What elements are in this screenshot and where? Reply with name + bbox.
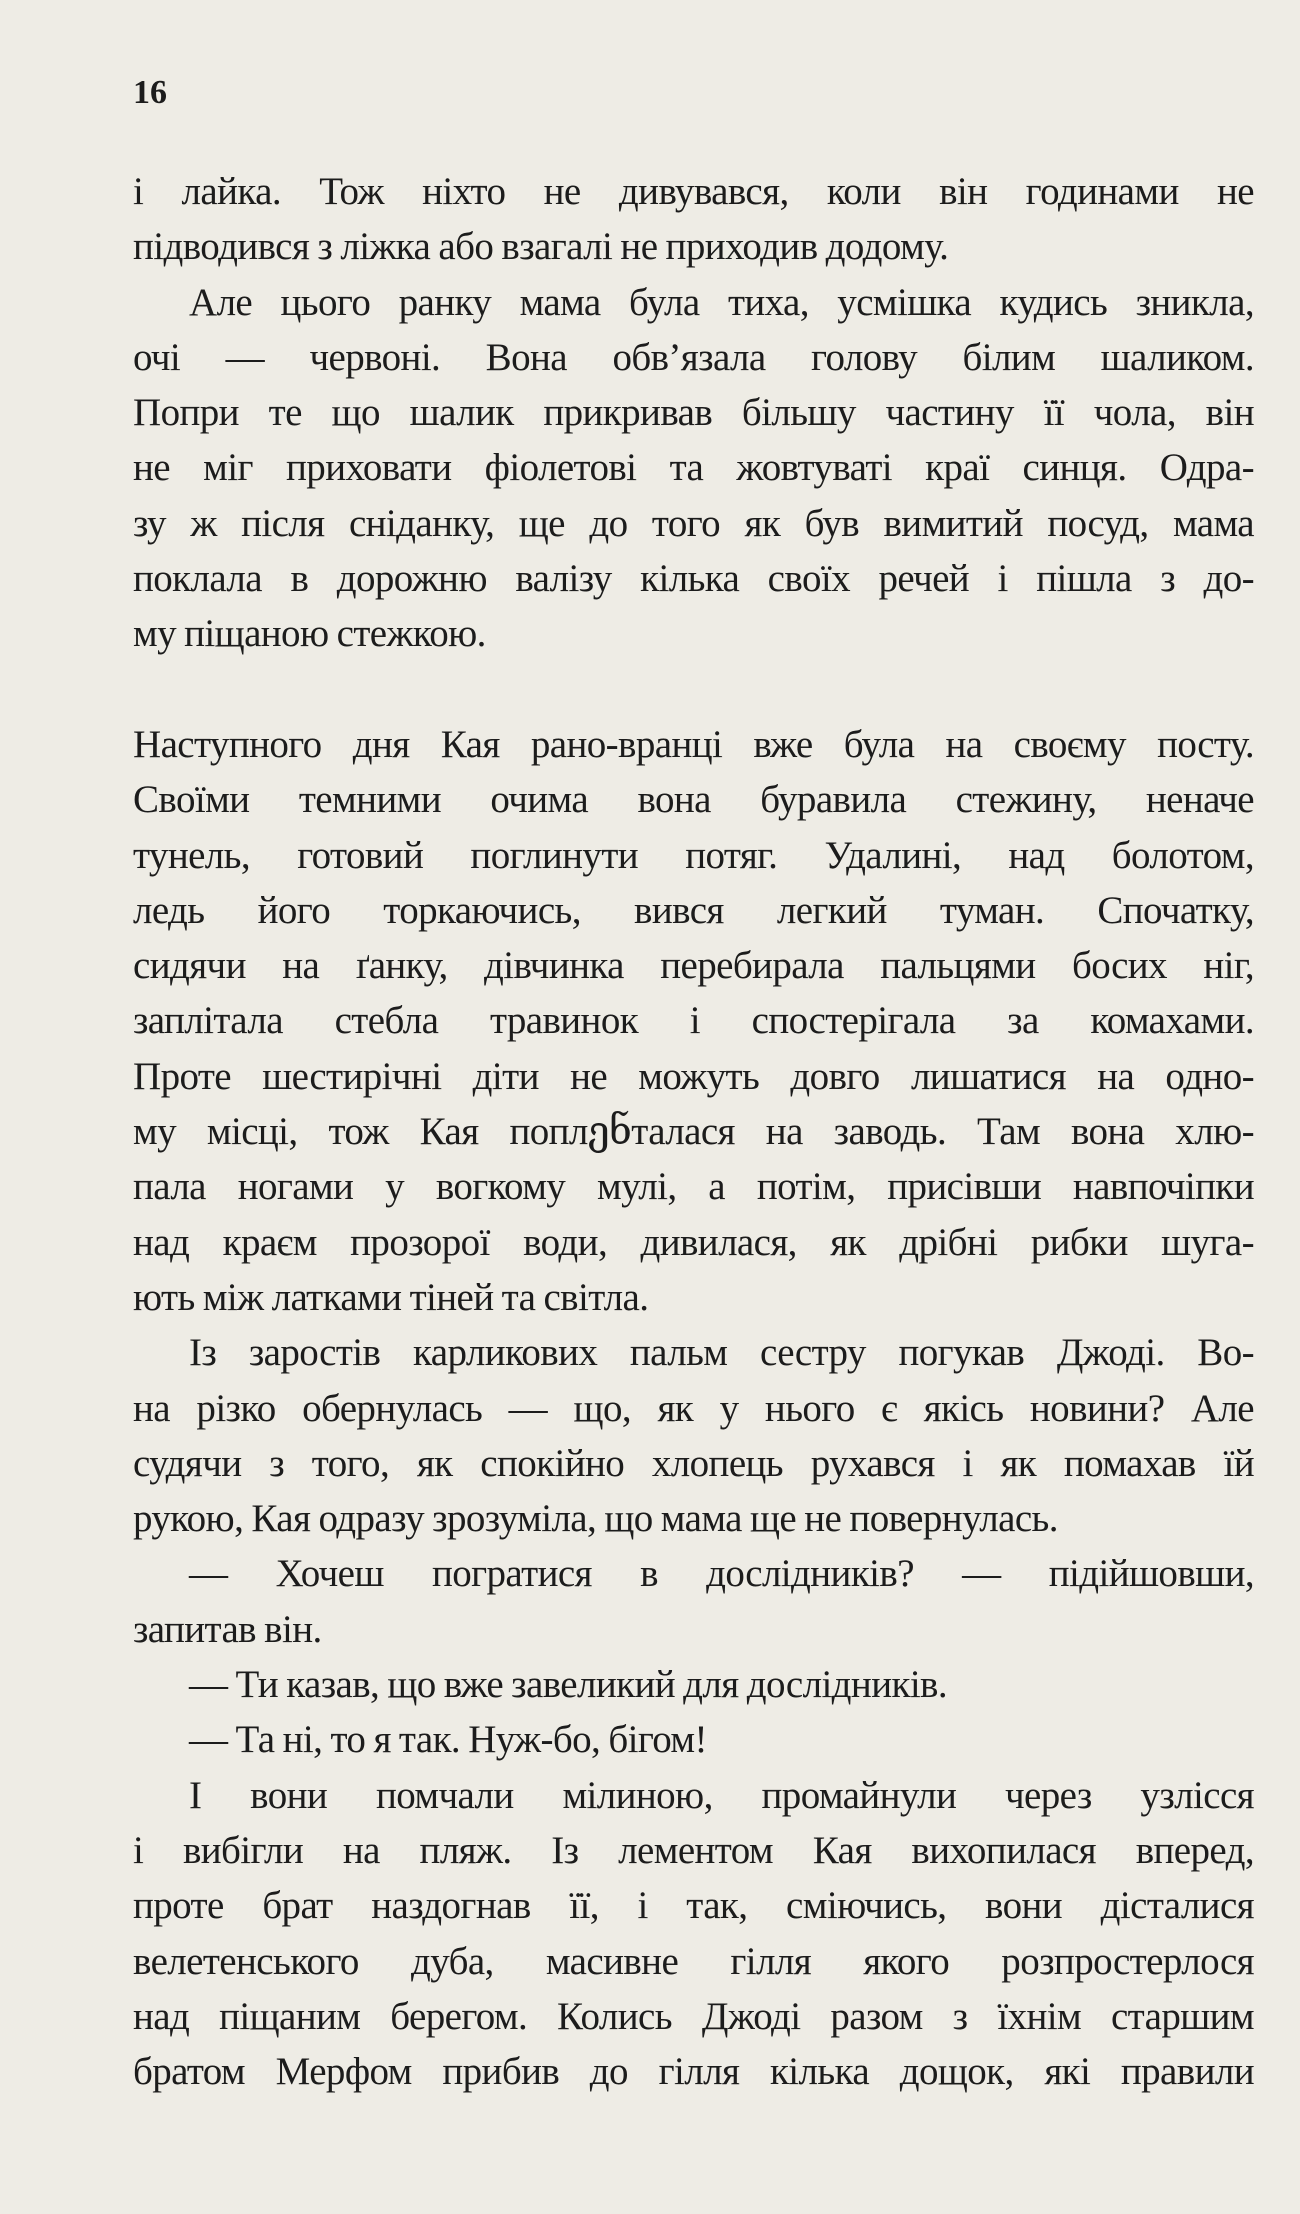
paragraph [133,1325,1254,1546]
section-break [133,662,1254,717]
text-line: Із заростів карликових пальм сестру погукав Джоді. Во- [189,1331,1254,1375]
paragraph [133,1712,1254,1767]
text-line: — Ти казав, що вже завеликий для дослідників. [189,1663,948,1707]
text-line: над краєм прозорої води, дивилася, як дрібні рибки шуга- [133,1220,1254,1264]
text-line: Своїми темними очима вона буравила стежину, неначе [133,778,1254,822]
text-line: на різко обернулась — що, як у нього є якісь новини? Але [133,1386,1254,1430]
text-line: поклала в дорожню валізу кілька своїх речей і пішла з до- [133,557,1254,601]
text-line: велетенського дуба, масивне гілля якого розпростерлося [133,1939,1254,1983]
text-line: Проте шестирічні діти не можуть довго лишатися на одно- [133,1054,1254,1098]
text-line: пала ногами у вогкому мулі, а потім, присівши навпочіпки [133,1165,1254,1209]
text-line: і вибігли на пляж. Із лементом Кая вихопилася вперед, [133,1828,1254,1872]
paragraph [133,275,1254,662]
text-line: рукою, Кая одразу зрозуміла, що мама ще не повернулась. [133,1497,1058,1541]
page-number: 16 [133,74,167,111]
text-line: заплітала стебла травинок і спостерігала за комахами. [133,999,1254,1043]
text-line: запитав він. [133,1607,322,1651]
book-text-body [133,164,1254,2099]
text-line: проте брат наздогнав її, і так, сміючись, вони дісталися [133,1884,1254,1928]
text-line: над піщаним берегом. Колись Джоді разом з їхнім старшим [133,1994,1254,2038]
text-line: му піщаною стежкою. [133,612,486,656]
paragraph [133,164,1254,275]
paragraph [133,1546,1254,1657]
text-line: очі — червоні. Вона обв’язала голову білим шаликом. [133,335,1254,379]
text-line: Наступного дня Кая рано-вранці вже була на своєму посту. [133,722,1254,766]
text-line: сидячи на ґанку, дівчинка перебирала пальцями босих ніг, [133,944,1254,988]
text-line: братом Мерфом прибив до гілля кілька дощок, які правили [133,2050,1254,2094]
text-line: тунель, готовий поглинути потяг. Удалині, над болотом, [133,833,1254,877]
text-line: судячи з того, як спокійно хлопець рухався і як помахав їй [133,1441,1254,1485]
paragraph [133,1657,1254,1712]
text-line: — Та ні, то я так. Нуж-бо, бігом! [189,1718,707,1762]
text-line: — Хочеш погратися в дослідників? — підійшовши, [189,1552,1254,1596]
text-line: підводився з ліжка або взагалі не приходив додому. [133,225,949,269]
paragraph [133,1768,1254,2100]
text-line: і лайка. Тож ніхто не дивувався, коли він годинами не [133,170,1254,213]
paragraph [133,717,1254,1325]
text-line: Попри те що шалик прикривав більшу частину її чола, він [133,391,1254,435]
text-line: І вони помчали мілиною, промайнули через узлісся [189,1773,1254,1817]
text-line: ледь його торкаючись, вився легкий туман. Спочатку, [133,888,1254,932]
text-line: зу ж після сніданку, ще до того як був вимитий посуд, мама [133,501,1254,545]
text-line: му місці, тож Кая поплენталася на заводь. Там вона хлю- [133,1110,1254,1154]
text-line: Але цього ранку мама була тиха, усмішка кудись зникла, [189,280,1254,324]
text-line: не міг приховати фіолетові та жовтуваті краї синця. Одра- [133,446,1254,490]
text-line: ють між латками тіней та світла. [133,1275,649,1319]
